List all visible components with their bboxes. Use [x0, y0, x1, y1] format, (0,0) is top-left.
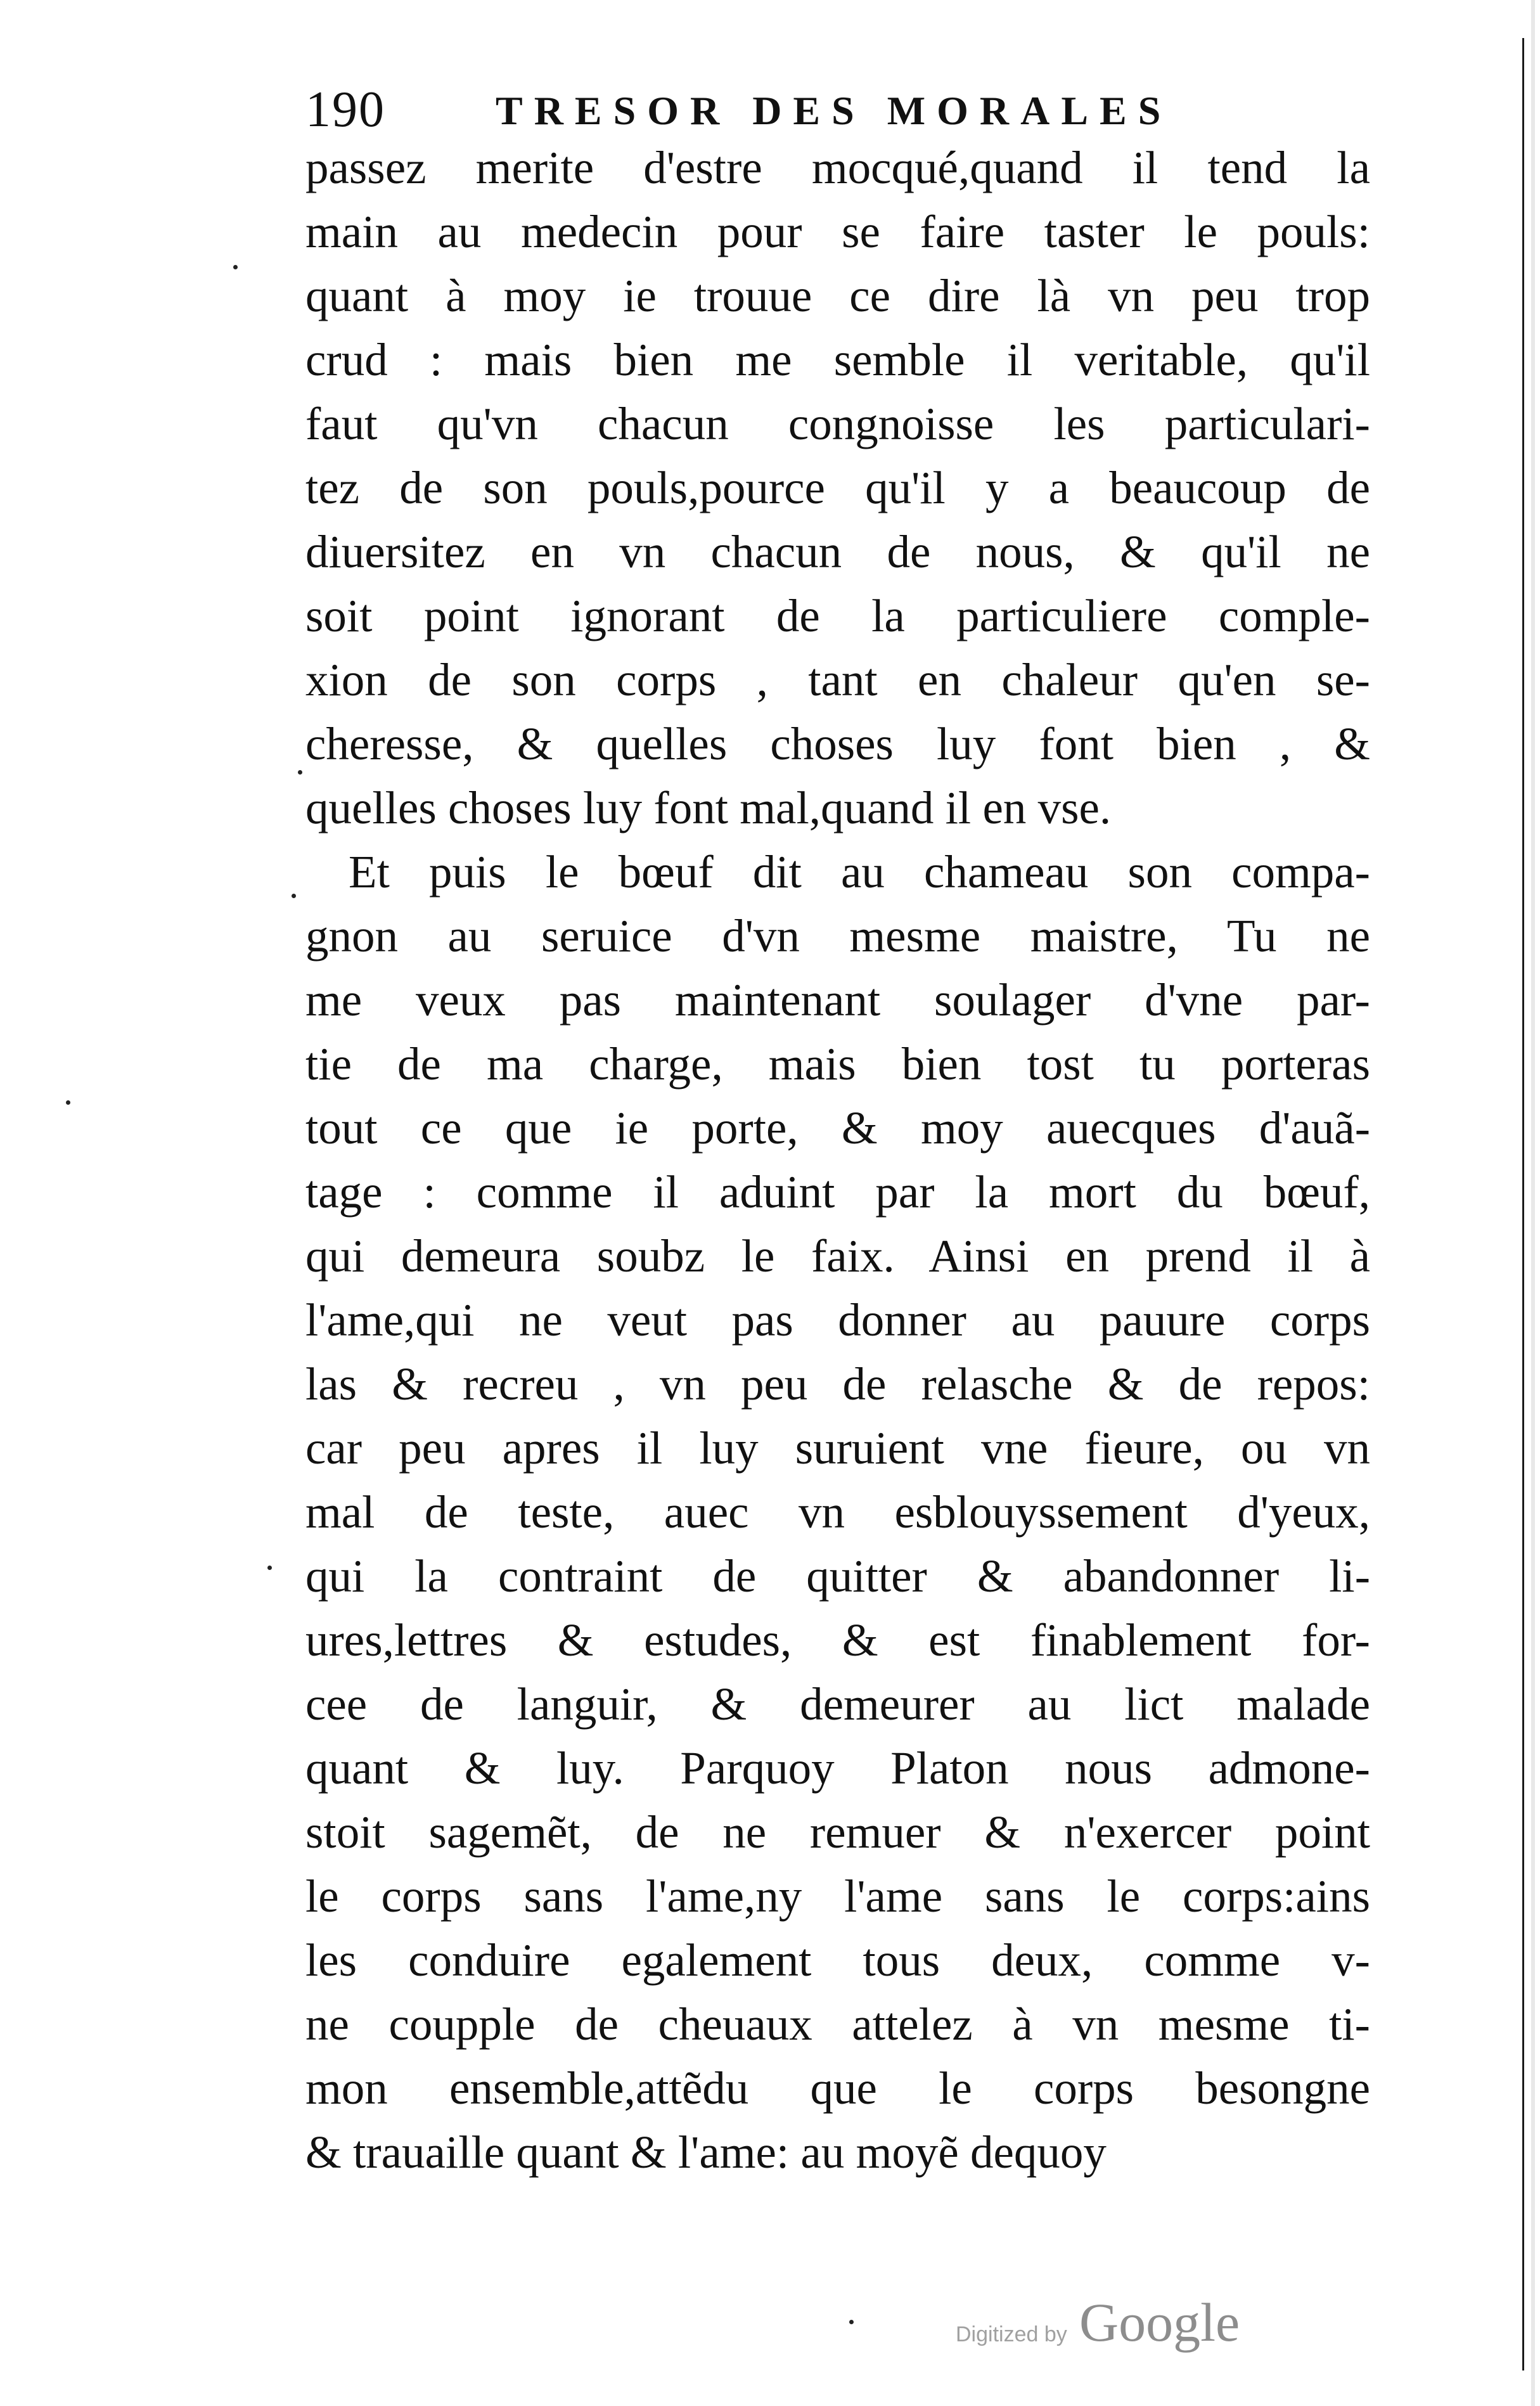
text-line: les conduire egalement tous deux, comme v-	[305, 1934, 1370, 1986]
page-number: 190	[305, 82, 385, 138]
text-line: & trauaille quant & l'ame: au moyẽ dequoy	[305, 2126, 1107, 2178]
text-line: qui la contraint de quitter & abandonner li-	[305, 1550, 1370, 1602]
paragraph-start-line: Et puis le bœuf dit au chameau son compa-	[349, 846, 1370, 897]
text-line: stoit sagemẽt, de ne remuer & n'exercer point	[305, 1806, 1370, 1858]
text-line: tez de son pouls,pource qu'il y a beaucoup de	[305, 462, 1370, 513]
page-edge-shadow	[1531, 0, 1535, 2406]
text-line: diuersitez en vn chacun de nous, & qu'il ne	[305, 526, 1370, 577]
text-line: gnon au seruice d'vn mesme maistre, Tu ne	[305, 910, 1370, 962]
text-line: l'ame,qui ne veut pas donner au pauure corps	[305, 1294, 1370, 1346]
text-line: faut qu'vn chacun congnoisse les particulari-	[305, 398, 1370, 449]
text-line: crud : mais bien me semble il veritable, qu'il	[305, 334, 1370, 385]
text-line: car peu apres il luy suruient vne fieure, ou vn	[305, 1422, 1370, 1474]
scan-speck	[298, 770, 302, 775]
text-line: ne coupple de cheuaux attelez à vn mesme ti-	[305, 1998, 1370, 2050]
text-line: tage : comme il aduint par la mort du bœuf,	[305, 1166, 1370, 1218]
text-line: soit point ignorant de la particuliere comple-	[305, 590, 1370, 641]
text-line: quant à moy ie trouue ce dire là vn peu trop	[305, 270, 1370, 321]
digitized-watermark	[956, 2291, 1285, 2367]
scan-speck	[267, 1566, 272, 1570]
text-line: quant & luy. Parquoy Platon nous admone-	[305, 1742, 1370, 1794]
text-line: xion de son corps , tant en chaleur qu'en se-	[305, 654, 1370, 705]
text-line: quelles choses luy font mal,quand il en vse.	[305, 782, 1112, 833]
text-line: le corps sans l'ame,ny l'ame sans le corps:ains	[305, 1870, 1370, 1922]
text-line: main au medecin pour se faire taster le pouls:	[305, 206, 1370, 257]
scan-speck	[66, 1100, 70, 1105]
text-line: passez merite d'estre mocqué,quand il tend la	[305, 142, 1370, 193]
text-line: tout ce que ie porte, & moy auecques d'auã-	[305, 1102, 1370, 1154]
text-line: ures,lettres & estudes, & est finablement for-	[305, 1614, 1370, 1666]
text-line: cheresse, & quelles choses luy font bien , &	[305, 718, 1370, 769]
watermark-logo: Google	[1079, 2292, 1240, 2353]
running-title: TRESOR DES MORALES	[496, 88, 1172, 133]
text-line: mon ensemble,attẽdu que le corps besongne	[305, 2062, 1370, 2114]
text-line: mal de teste, auec vn esblouyssement d'yeux,	[305, 1486, 1370, 1538]
scan-speck	[292, 894, 296, 898]
watermark-prefix: Digitized by	[956, 2322, 1067, 2346]
text-line: qui demeura soubz le faix. Ainsi en prend il à	[305, 1230, 1370, 1282]
text-line: las & recreu , vn peu de relasche & de repos:	[305, 1358, 1370, 1410]
page-edge	[1517, 0, 1540, 2406]
text-line: tie de ma charge, mais bien tost tu porteras	[305, 1038, 1370, 1090]
body-text	[305, 136, 1370, 2184]
scan-speck	[849, 2320, 854, 2324]
scan-speck	[233, 265, 238, 269]
page-edge-line	[1522, 38, 1524, 2371]
text-line: cee de languir, & demeurer au lict malade	[305, 1678, 1370, 1730]
text-line: me veux pas maintenant soulager d'vne par-	[305, 974, 1370, 1026]
